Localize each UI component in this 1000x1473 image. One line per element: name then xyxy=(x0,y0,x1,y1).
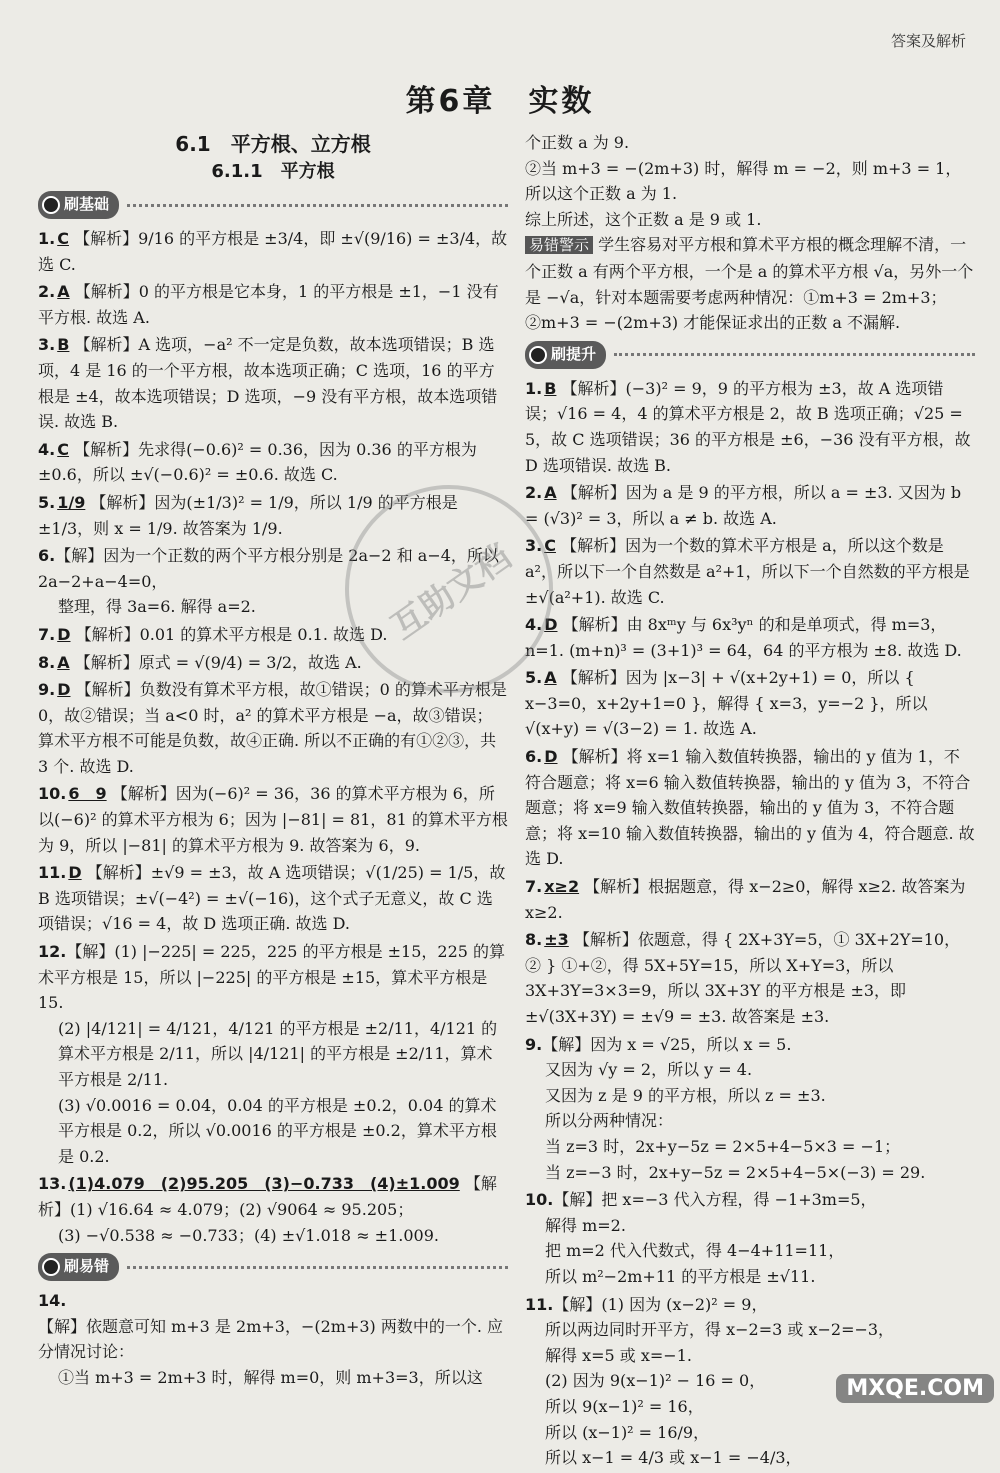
answer-item xyxy=(38,279,508,330)
item-line: 【解析】因为(±1/3)² = 1/9，所以 1/9 的平方根是 ±1/3，则 x = 1/9. 故答案为 1/9. xyxy=(38,492,458,538)
item-number: 1. xyxy=(525,378,543,398)
subsection-title: 6.1.1 平方根 xyxy=(211,161,335,182)
item-answer: D xyxy=(544,615,558,635)
divider xyxy=(127,204,508,207)
item-number: 5. xyxy=(38,492,56,512)
item-answer: D xyxy=(68,863,82,883)
item-line: 【解】因为 x = √25，所以 x = 5. xyxy=(542,1034,792,1054)
banner-improve-label: 刷提升 xyxy=(551,344,597,363)
item-answer: A xyxy=(544,483,557,503)
item-line: 【解析】依题意，得 { 2X+3Y=5，① 3X+2Y=10，② } ①+②，得 5X+5Y=15，所以 X+Y=3，所以 3X+3Y=3×3=9，所以 3X+3Y 的平方根是 ±3，即 ±√(3X+3Y) = ±√9 = ±3. 故答案是 ±3. xyxy=(525,930,961,1026)
item-answer: B xyxy=(544,378,557,398)
item-line: 【解】把 x=−3 代入方程，得 −1+3m=5， xyxy=(553,1190,877,1210)
item-line: 【解析】0 的平方根是它本身，1 的平方根是 ±1，−1 没有平方根. 故选 A. xyxy=(38,282,499,327)
divider xyxy=(127,1266,508,1269)
answer-item xyxy=(38,622,508,648)
item-answer: ±3 xyxy=(544,930,569,950)
item-line: 所以分两种情况： xyxy=(545,1111,674,1131)
item-answer: D xyxy=(57,680,71,700)
item-number: 6. xyxy=(525,747,543,767)
item-number: 3. xyxy=(38,335,56,355)
divider xyxy=(614,353,975,356)
item-number: 11. xyxy=(38,863,67,883)
item-line: 所以 m²−2m+11 的平方根是 ±√11. xyxy=(545,1266,816,1286)
item-number: 9. xyxy=(38,680,56,700)
item-line: 解得 m=2. xyxy=(545,1215,626,1235)
pencil-icon xyxy=(529,346,547,364)
left-column xyxy=(38,130,508,1393)
item-line: 整理，得 3a=6. 解得 a=2. xyxy=(58,597,256,617)
item-line: 个正数 a 为 9. xyxy=(525,133,630,152)
item-number: 10. xyxy=(525,1190,554,1210)
answer-item xyxy=(525,927,975,1029)
item-line: 【解析】0.01 的算术平方根是 0.1. 故选 D. xyxy=(75,624,388,644)
answer-item xyxy=(525,1187,975,1289)
answer-item xyxy=(38,860,508,937)
warning-text: 学生容易对平方根和算术平方根的概念理解不清，一个正数 a 有两个平方根，一个是 a 的算术平方根 √a，另外一个是 −√a，针对本题需要考虑两种情况：①m+3 = 2m+3；②m+3 = −(2m+3) 才能保证求出的正数 a 不漏解. xyxy=(525,235,974,333)
item-number: 1. xyxy=(38,229,56,248)
item-number: 9. xyxy=(525,1034,543,1054)
item-line: 【解析】9/16 的平方根是 ±3/4，即 ±√(9/16) = ±3/4，故选 C. xyxy=(38,229,508,274)
answer-item xyxy=(525,480,975,531)
item-number: 4. xyxy=(38,439,56,459)
item-number: 2. xyxy=(525,483,543,503)
item-number: 11. xyxy=(525,1294,554,1314)
item-number: 12. xyxy=(38,942,67,962)
item-line: 【解析】原式 = √(9/4) = 3/2，故选 A. xyxy=(74,652,362,672)
answer-item-14 xyxy=(38,1288,508,1390)
item-line: 当 z=−3 时，2x+y−5z = 2×5+4−5×(−3) = 29. xyxy=(545,1162,926,1182)
answer-item xyxy=(38,543,508,620)
item-answer: A xyxy=(544,668,557,688)
item-line: 【解析】A 选项，−a² 不一定是负数，故本选项错误；B 选项，4 是 16 的一个平方根，故本选项正确；C 选项，16 的平方根是 ±4，故本选项错误；D 选项，−9 没有平方根，故本选项错误. 故选 B. xyxy=(38,335,498,432)
item-answer: C xyxy=(57,229,69,248)
answer-item xyxy=(525,744,975,872)
item-number: 8. xyxy=(38,652,56,672)
banner-mistake xyxy=(38,1254,508,1280)
item-line: ②当 m+3 = −(2m+3) 时，解得 m = −2，则 m+3 = 1，所以这个正数 a 为 1. xyxy=(525,158,962,204)
answer-list xyxy=(525,376,975,1471)
answer-item xyxy=(38,1171,508,1248)
item-line: 【解析】将 x=1 输入数值转换器，输出的 y 值为 1，不符合题意；将 x=6 输入数值转换器，输出的 y 值为 3，不符合题意；将 x=9 输入数值转换器，输出的 y 值为 3，不符合题意；将 x=10 输入数值转换器，输出的 y 值为 4，符合题意. 故选 D. xyxy=(525,747,975,869)
item-number: 3. xyxy=(525,536,543,556)
answer-item xyxy=(38,437,508,488)
item-line: 【解析】根据题意，得 x−2≥0，解得 x≥2. 故答案为 x≥2. xyxy=(525,877,966,922)
answer-item xyxy=(38,781,508,858)
header-label: 答案及解析 xyxy=(890,32,966,50)
answer-item xyxy=(38,650,508,676)
item-answer: 6 9 xyxy=(68,784,107,804)
item-line: 【解析】由 8xᵐy 与 6x³yⁿ 的和是单项式，得 m=3，n=1. (m+n)³ = (3+1)³ = 64，64 的平方根为 ±8. 故选 D. xyxy=(525,615,962,660)
item-line: 综上所述，这个正数 a 是 9 或 1. xyxy=(525,209,762,229)
item-number: 8. xyxy=(525,930,543,950)
answer-item xyxy=(525,376,975,478)
item-line: 所以 9(x−1)² = 16， xyxy=(545,1396,704,1416)
item-number: 10. xyxy=(38,784,67,804)
item-line: 又因为 √y = 2，所以 y = 4. xyxy=(545,1060,753,1080)
item-line: 所以两边同时开平方，得 x−2=3 或 x−2=−3， xyxy=(545,1320,895,1340)
answer-item xyxy=(38,332,508,434)
item-number: 2. xyxy=(38,282,56,302)
item-answer: C xyxy=(544,536,556,556)
answer-item xyxy=(38,677,508,779)
pencil-icon xyxy=(42,196,60,214)
pencil-icon xyxy=(42,1258,60,1276)
item-number: 4. xyxy=(525,615,543,635)
item-line: 所以 (x−1)² = 16/9， xyxy=(545,1422,710,1442)
answer-item xyxy=(525,612,975,663)
section-title: 6.1 平方根、立方根 xyxy=(175,132,371,156)
item-line: 当 z=3 时，2x+y−5z = 2×5+4−5×3 = −1； xyxy=(545,1136,901,1156)
answer-item xyxy=(525,1032,975,1186)
right-column xyxy=(525,130,975,1473)
item-answer: C xyxy=(57,439,69,459)
banner-improve xyxy=(525,342,975,368)
item-line: (2) |4/121| = 4/121，4/121 的平方根是 ±2/11，4/121 的算术平方根是 2/11，所以 |4/121| 的平方根是 ±2/11，算术平方根是 2/11. xyxy=(58,1018,498,1089)
item-number: 14. xyxy=(38,1291,67,1311)
warning-tag: 易错警示 xyxy=(525,236,593,254)
item-answer: A xyxy=(57,652,70,672)
item-line: (3) √0.0016 = 0.04，0.04 的平方根是 ±0.2，0.04 的算术平方根是 0.2，所以 √0.0016 的平方根是 ±0.2，算术平方根是 0.2. xyxy=(58,1095,497,1166)
item-answer: 1/9 xyxy=(57,492,86,512)
item-line: 【解析】因为(−6)² = 36，36 的算术平方根为 6，所以(−6)² 的算术平方根为 6；因为 |−81| = 81，81 的算术平方根为 9，所以 |−81| 的算术平方根为 9. 故答案为 6，9. xyxy=(38,784,508,855)
item-line: 所以 x−1 = 4/3 或 x−1 = −4/3， xyxy=(545,1448,802,1468)
answer-item xyxy=(38,939,508,1169)
answer-item xyxy=(525,533,975,610)
item-answer: D xyxy=(57,624,71,644)
item-answer: A xyxy=(57,282,70,302)
item-answer: (1)4.079 (2)95.205 (3)−0.733 (4)±1.009 xyxy=(68,1174,460,1194)
item-line: 【解】(1) |−225| = 225，225 的平方根是 ±15，225 的算术平方根是 15，所以 |−225| 的平方根是 ±15，算术平方根是 15. xyxy=(38,942,506,1013)
item-line: 【解析】因为 a 是 9 的平方根，所以 a = ±3. 又因为 b = (√3)² = 3，所以 a ≠ b. 故选 A. xyxy=(525,483,962,528)
item-line: 把 m=2 代入代数式，得 4−4+11=11， xyxy=(545,1241,845,1261)
item-number: 7. xyxy=(38,624,56,644)
item-line: 【解析】因为一个数的算术平方根是 a，所以这个数是 a²，所以下一个自然数是 a²+1，所以下一个自然数的平方根是 ±√(a²+1). 故选 C. xyxy=(525,536,970,607)
watermark-text: 互助文档 xyxy=(383,536,519,648)
item-line: 【解析】(−3)² = 9，9 的平方根为 ±3，故 A 选项错误；√16 = 4，4 的算术平方根是 2，故 B 选项正确；√25 = 5，故 C 选项错误；36 的平方根是 ±6，−36 没有平方根，故 D 选项错误. 故选 B. xyxy=(525,378,971,475)
item-number: 5. xyxy=(525,668,543,688)
answer-list xyxy=(38,226,508,1248)
banner-basic xyxy=(38,192,508,218)
item-line: 【解析】负数没有算术平方根，故①错误；0 的算术平方根是 0，故②错误；当 a<0 时，a² 的算术平方根是 −a，故③错误；算术平方根不可能是负数，故④正确. 所以不正确的有①②③，共 3 个. 故选 D. xyxy=(38,680,507,776)
item-line: 【解析】因为 |x−3| + √(x+2y+1) = 0，所以 { x−3=0，x+2y+1=0 }，解得 { x=3，y=−2 }，所以 √(x+y) = √(3−2) = 1. 故选 A. xyxy=(525,668,928,739)
item-line: (3) −√0.538 ≈ −0.733；(4) ±√1.018 ≈ ±1.009. xyxy=(58,1225,439,1245)
item-line: 【解析】(1) √16.64 ≈ 4.079；(2) √9064 ≈ 95.205； xyxy=(38,1174,497,1219)
item-answer: B xyxy=(57,335,70,355)
item-line: ①当 m+3 = 2m+3 时，解得 m=0，则 m+3=3，所以这 xyxy=(58,1367,483,1387)
item-line: 解得 x=5 或 x=−1. xyxy=(545,1345,692,1365)
item-number: 6. xyxy=(38,546,56,566)
item-answer: D xyxy=(544,747,558,767)
item-line: 【解析】±√9 = ±3，故 A 选项错误；√(1/25) = 1/5，故 B 选项错误；±√(−4²) = ±√(−16)，这个式子无意义，故 C 选项错误；√16 = 4，故 D 选项正确. 故选 D. xyxy=(38,863,506,934)
item-line: 【解】(1) 因为 (x−2)² = 9， xyxy=(553,1294,768,1314)
corner-logo: MXQE.COM xyxy=(836,1374,994,1403)
item-number: 7. xyxy=(525,877,543,897)
answer-item xyxy=(38,226,508,277)
banner-mistake-label: 刷易错 xyxy=(64,1257,110,1276)
item-line: 【解】因为一个正数的两个平方根分别是 2a−2 和 a−4，所以 2a−2+a−4=0， xyxy=(38,546,499,591)
answer-item xyxy=(525,665,975,742)
item-line: 又因为 z 是 9 的平方根，所以 z = ±3. xyxy=(545,1085,826,1105)
chapter-title: 第6章 实数 xyxy=(405,84,595,119)
answer-item xyxy=(38,490,508,541)
item-number: 13. xyxy=(38,1174,67,1194)
item-line: 【解析】先求得(−0.6)² = 0.36，因为 0.36 的平方根为 ±0.6，所以 ±√(−0.6)² = ±0.6. 故选 C. xyxy=(38,439,477,485)
item-line: (2) 因为 9(x−1)² − 16 = 0， xyxy=(545,1371,766,1391)
item-answer: x≥2 xyxy=(544,877,580,897)
banner-basic-label: 刷基础 xyxy=(64,195,110,214)
answer-item xyxy=(525,874,975,925)
warning-note xyxy=(525,232,975,335)
item-line: 【解】依题意可知 m+3 是 2m+3，−(2m+3) 两数中的一个. 应分情况讨论： xyxy=(38,1316,504,1362)
